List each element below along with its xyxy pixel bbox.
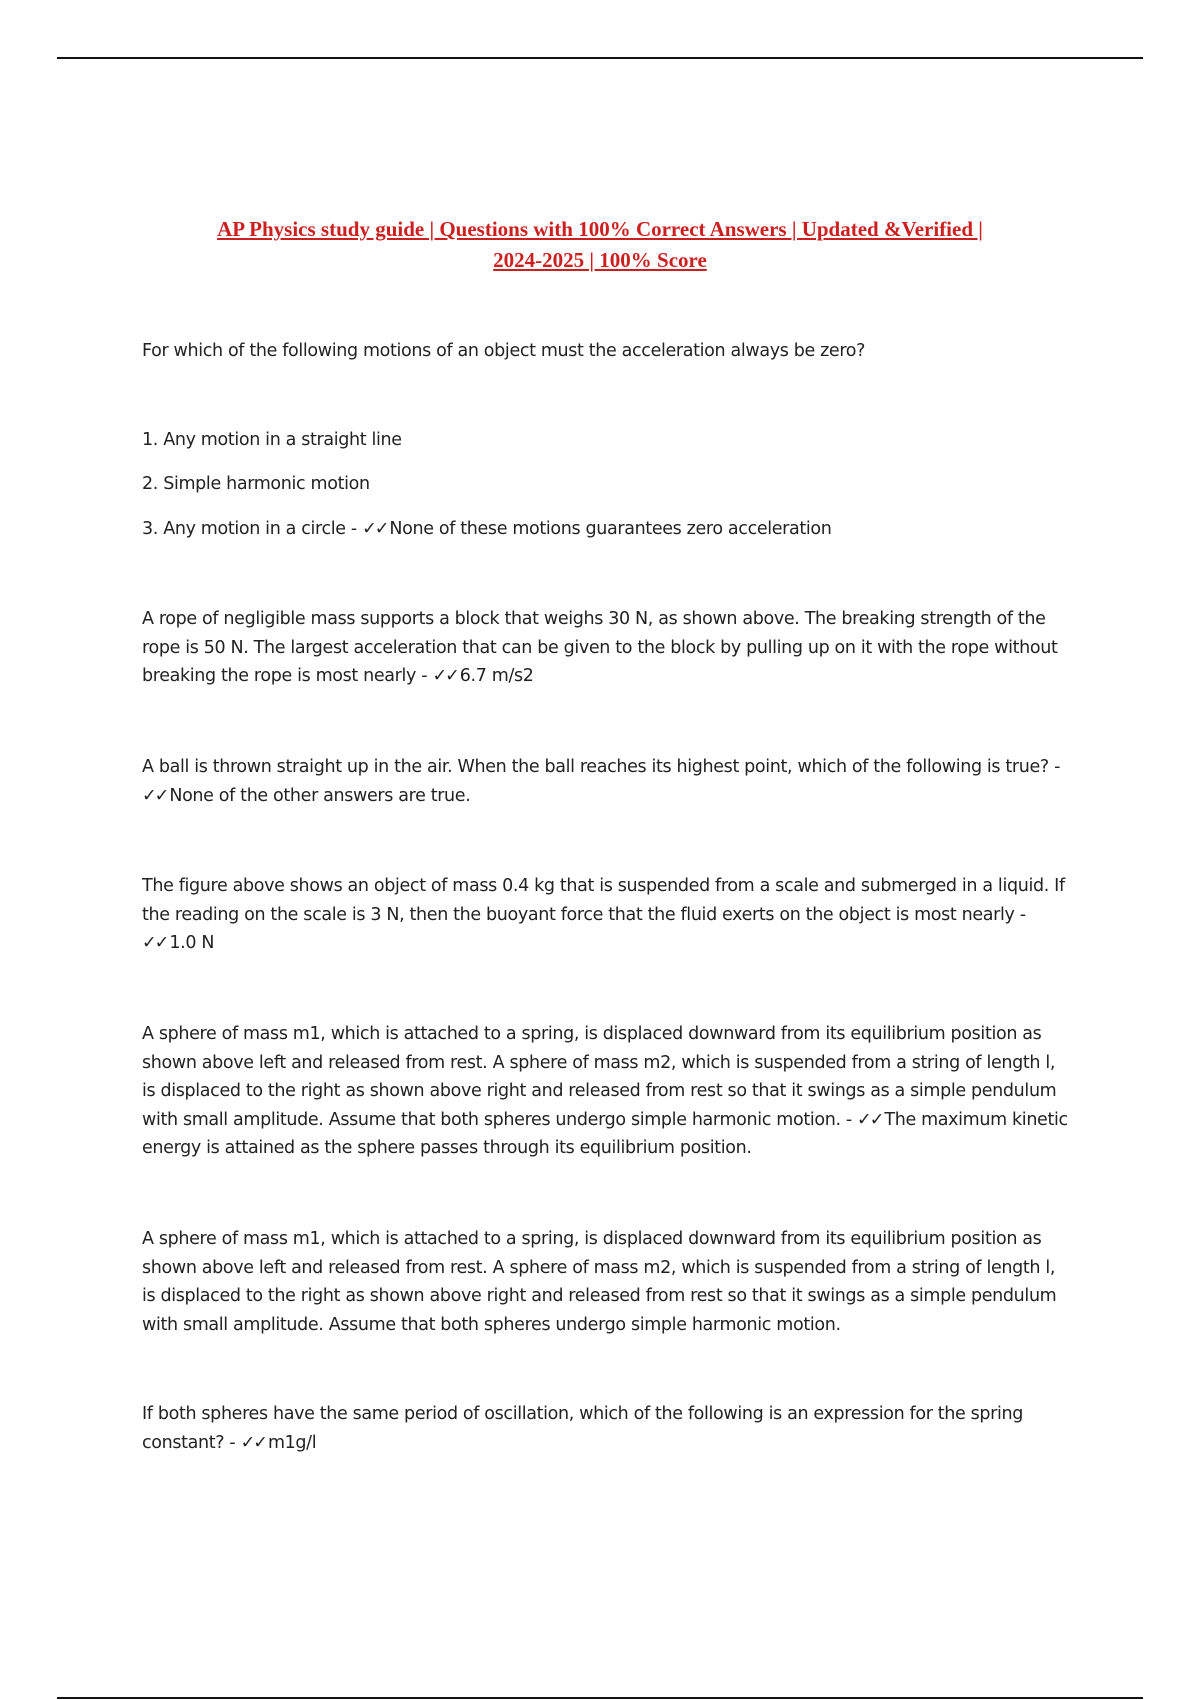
q1-question: For which of the following motions of an object must the acceleration always be zero? (142, 341, 866, 361)
q6-answer: m1g/l (267, 1432, 317, 1453)
q5-block (142, 1020, 1072, 1163)
q1-answer: None of these motions guarantees zero acceleration (389, 519, 832, 539)
q4-answer: 1.0 N (169, 933, 215, 953)
q3-block (142, 753, 1072, 810)
q3-answer: None of the other answers are true. (169, 785, 471, 806)
q4-question: The figure above shows an object of mass 0.4 kg that is suspended from a scale and submerged in a liquid. If the reading on the scale is 3 N, then the buoyant force that the fluid exerts on the object is most nearly - (142, 876, 1065, 925)
q2-answer: 6.7 m/s2 (459, 666, 534, 686)
q1-item-3-answer (142, 515, 1072, 544)
q3-question: A ball is thrown straight up in the air. When the ball reaches its highest point, which of the following is true? - (142, 757, 1061, 777)
document-title (150, 214, 1050, 276)
q5-answer: The maximum kinetic energy is attained as the sphere passes through its equilibrium position. (142, 1109, 1068, 1158)
q2-question: A rope of negligible mass supports a block that weighs 30 N, as shown above. The breaking strength of the rope is 50 N. The largest acceleration that can be given to the block by pulling up on it with the rope without breaking the rope is most nearly - (142, 609, 1058, 686)
q1-item-2: 2. Simple harmonic motion (142, 474, 370, 494)
q6-block (142, 1400, 1072, 1457)
check-mark-icon: ✓✓ (857, 1109, 883, 1130)
bottom-rule (57, 1697, 1143, 1699)
q1-item-1: 1. Any motion in a straight line (142, 430, 402, 450)
q6-context: A sphere of mass m1, which is attached to a spring, is displaced downward from its equilibrium position as shown above left and released from rest. A sphere of mass m2, which is suspended from a string of length l, is displaced to the right as shown above right and released from rest so that it swings as a simple pendulum with small amplitude. Assume that both spheres undergo simple harmonic motion. (142, 1229, 1057, 1335)
q5-question: A sphere of mass m1, which is attached to a spring, is displaced downward from its equilibrium position as shown above left and released from rest. A sphere of mass m2, which is suspended from a string of length l, is displaced to the right as shown above right and released from rest so that it swings as a simple pendulum with small amplitude. Assume that both spheres undergo simple harmonic motion. - (142, 1024, 1057, 1130)
top-rule (57, 57, 1143, 59)
check-mark-icon: ✓✓ (432, 666, 458, 686)
title-line-1: AP Physics study guide | Questions with 100% Correct Answers | Updated &Verified | (217, 217, 983, 241)
check-mark-icon: ✓✓ (240, 1432, 266, 1453)
check-mark-icon: ✓✓ (362, 519, 388, 539)
q2-block (142, 605, 1072, 691)
q4-block (142, 872, 1072, 958)
q1-item-3: 3. Any motion in a circle - (142, 519, 363, 539)
q6-question: If both spheres have the same period of oscillation, which of the following is an expression for the spring constant? - (142, 1404, 1024, 1453)
check-mark-icon: ✓✓ (142, 785, 168, 806)
check-mark-icon: ✓✓ (142, 933, 168, 953)
title-line-2: 2024-2025 | 100% Score (493, 248, 707, 272)
